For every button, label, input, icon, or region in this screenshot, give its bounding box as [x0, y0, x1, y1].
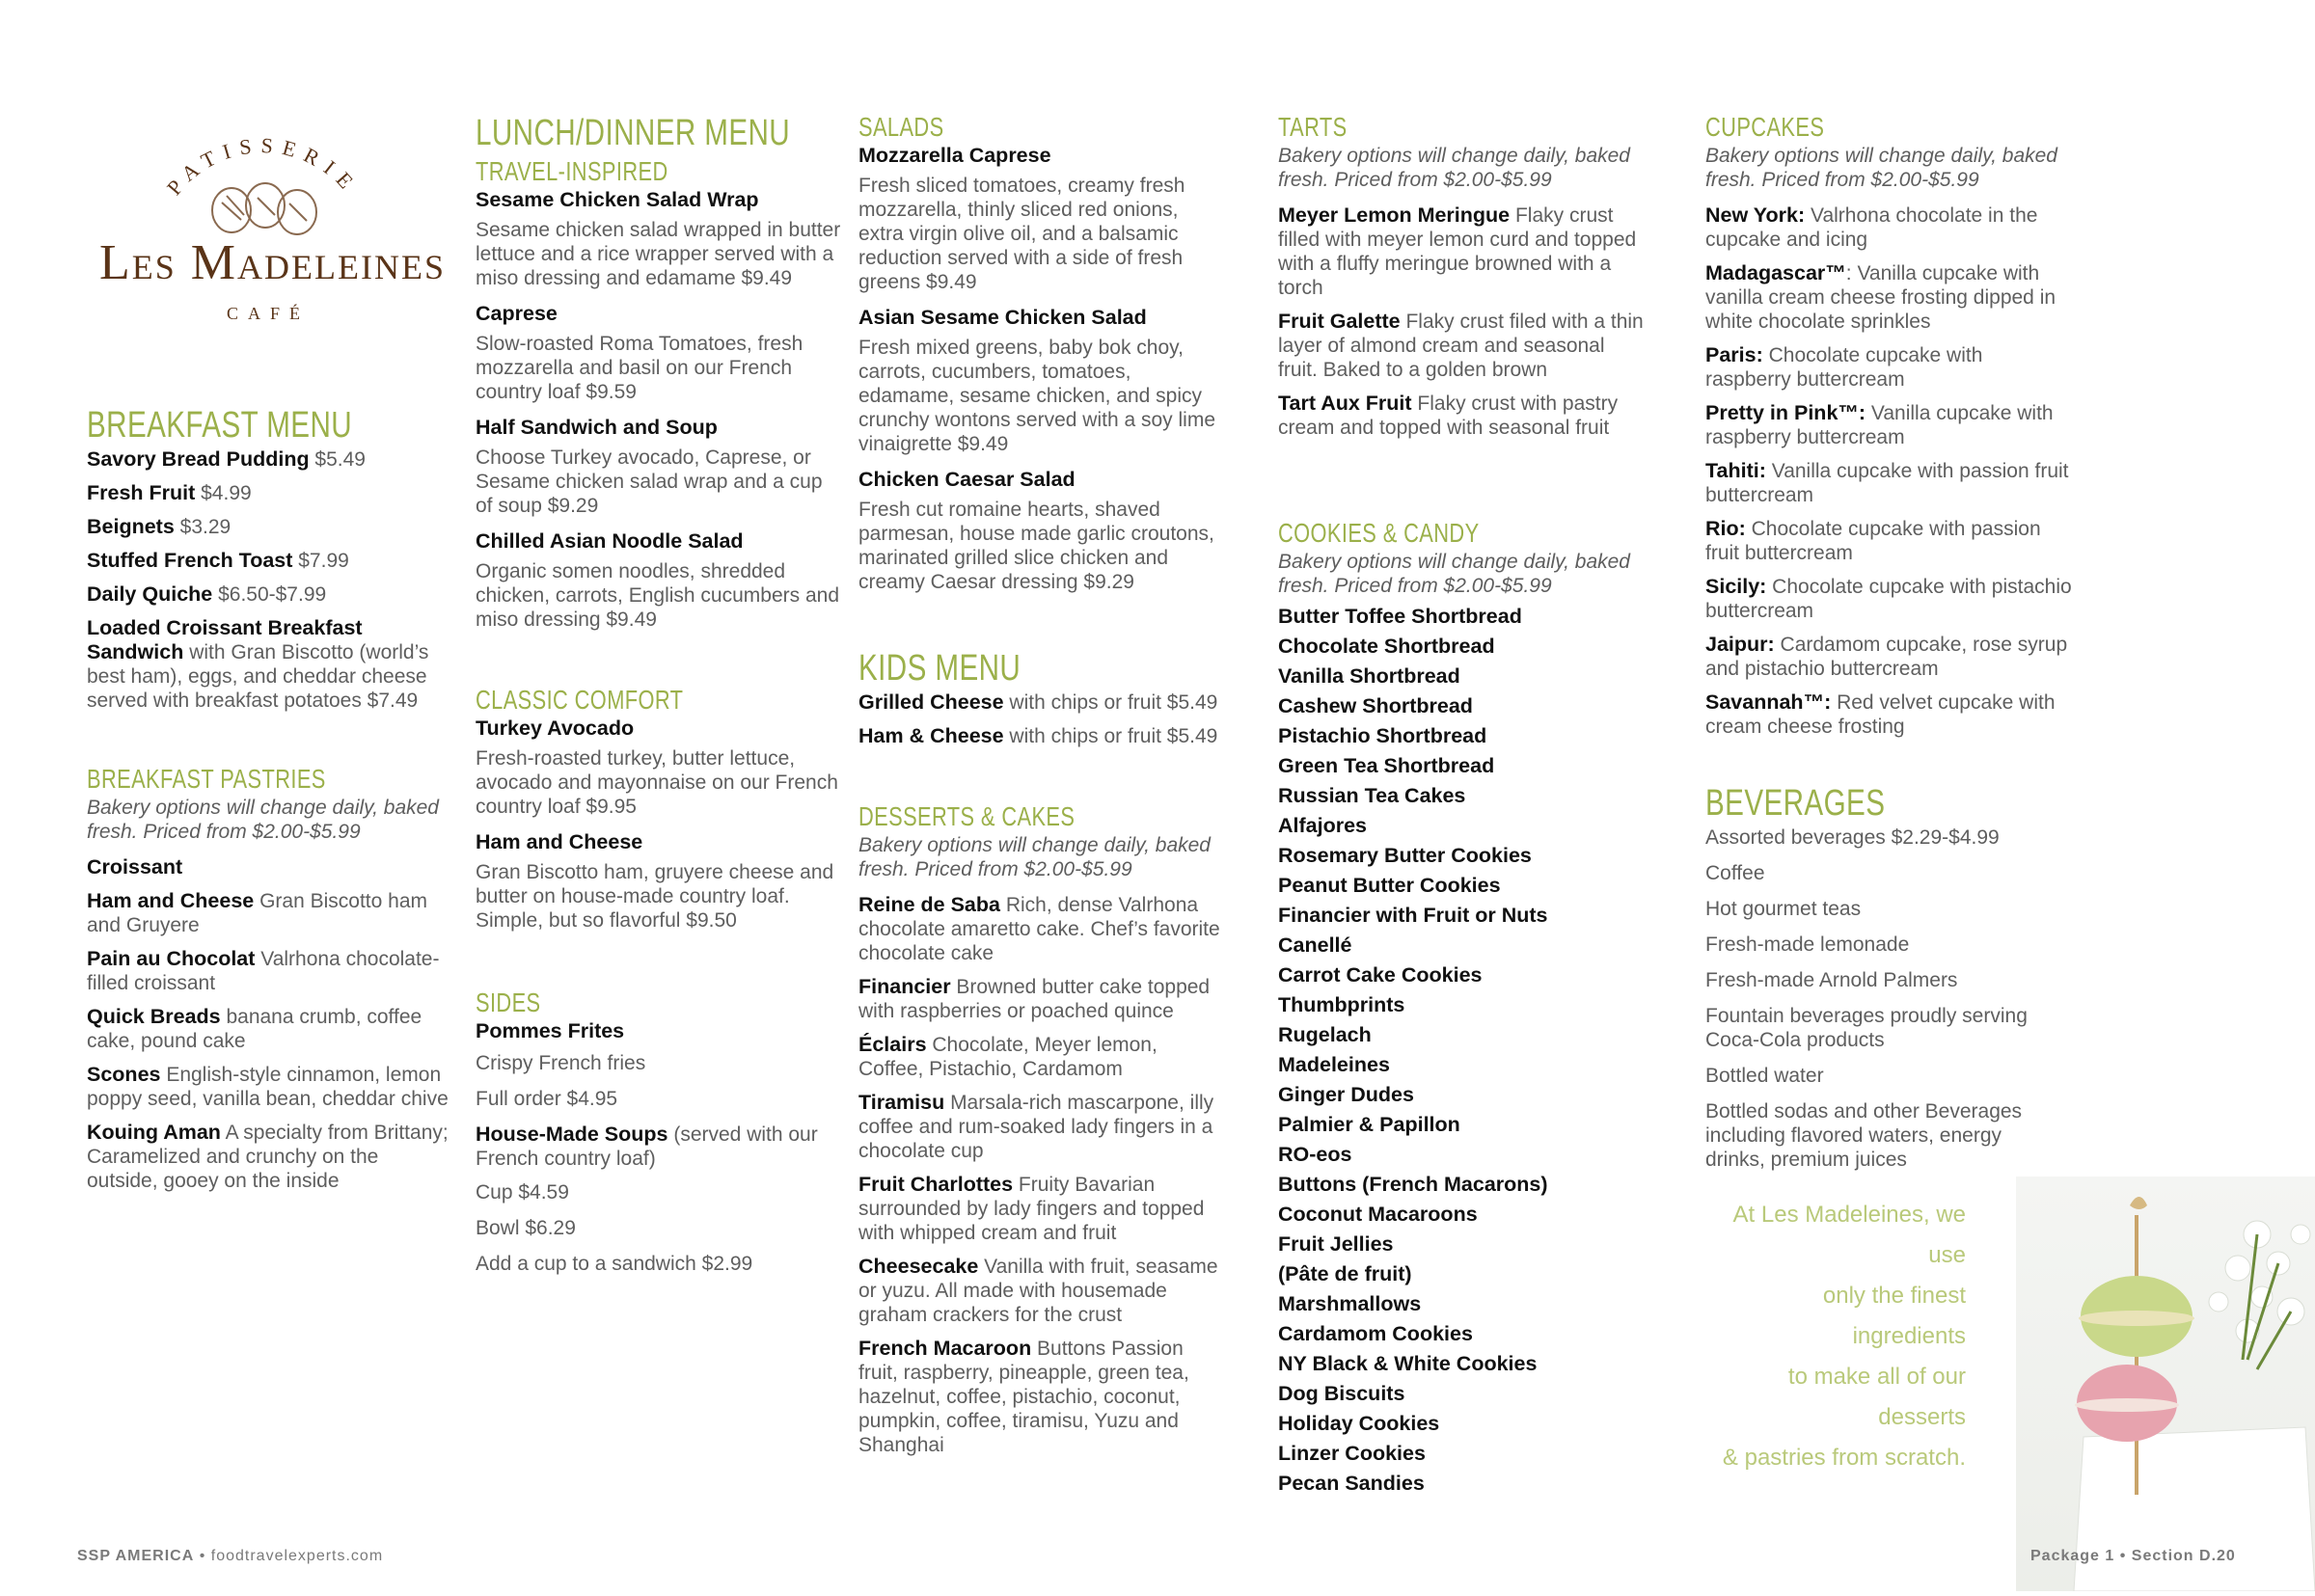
cookies-note: Bakery options will change daily, baked fresh. Priced from $2.00-$5.99	[1278, 551, 1630, 597]
item-desc: Gran Biscotto ham, gruyere cheese and butter on house-made country loaf. Simple, but so flavorful $9.50	[476, 861, 834, 932]
item-name: Cheesecake	[858, 1255, 979, 1278]
desserts-list	[858, 893, 1225, 1457]
menu-item	[87, 947, 453, 995]
soups-desc: (served with our French country loaf)	[476, 1123, 818, 1170]
cookie-item: Butter Toffee Shortbread	[1278, 605, 1522, 628]
menu-item	[87, 481, 453, 505]
item-desc: : Vanilla cupcake with vanilla cream cheese frosting dipped in white chocolate sprinkles	[1705, 262, 2056, 333]
tagline-line: to make all of our desserts	[1787, 1364, 1966, 1430]
item-desc: Vanilla with fruit, seasame or yuzu. All made with housemade graham crackers for the crust	[858, 1256, 1218, 1326]
kids-title: KIDS MENU	[858, 648, 1021, 689]
item-desc: Chocolate cupcake with passion fruit buttercream	[1705, 518, 2041, 564]
menu-item	[1705, 690, 2072, 739]
logo-sub: CAFÉ	[227, 304, 311, 323]
cookie-item: NY Black & White Cookies	[1278, 1352, 1538, 1375]
item-name: Meyer Lemon Meringue	[1278, 203, 1511, 227]
item-desc: Slow-roasted Roma Tomatoes, fresh mozzarella and basil on our French country loaf $9.59	[476, 333, 803, 403]
item-name: Tiramisu	[858, 1091, 945, 1114]
item-desc: $7.99	[292, 550, 349, 572]
cookie-item: Peanut Butter Cookies	[1278, 874, 1501, 897]
item-desc: Flaky crust filled with meyer lemon curd and topped with a fluffy meringue browned with a torch	[1278, 204, 1637, 299]
cookie-item: Palmier & Papillon	[1278, 1113, 1460, 1136]
menu-item	[1278, 310, 1645, 382]
item-desc: Rich, dense Valrhona chocolate amaretto cake. Chef’s favorite chocolate cake	[858, 894, 1220, 964]
item-name: Pain au Chocolat	[87, 947, 256, 970]
comfort-title: CLASSIC COMFORT	[476, 685, 684, 715]
cupcakes-list	[1705, 203, 2072, 739]
menu-item	[858, 1033, 1225, 1081]
cookie-item: Vanilla Shortbread	[1278, 664, 1460, 688]
item-name: Daily Quiche	[87, 582, 213, 606]
beverage-item: Fresh-made Arnold Palmers	[1705, 969, 1958, 991]
sides-frites	[476, 1019, 842, 1043]
cookie-item: Fruit Jellies	[1278, 1232, 1394, 1256]
cookie-item: Linzer Cookies	[1278, 1442, 1426, 1465]
menu-item	[858, 468, 1225, 594]
tagline-line: At Les Madeleines, we use	[1732, 1202, 1966, 1268]
item-desc: $4.99	[195, 482, 252, 504]
menu-item	[87, 616, 453, 713]
item-desc: $6.50-$7.99	[212, 583, 327, 606]
menu-item	[476, 416, 842, 518]
cookie-item: Pecan Sandies	[1278, 1472, 1425, 1495]
cookie-item: Thumbprints	[1278, 993, 1405, 1016]
macaron-photo	[2016, 1177, 2315, 1591]
beverage-item: Assorted beverages $2.29-$4.99	[1705, 826, 2000, 849]
menu-item	[87, 515, 453, 539]
cookies-list	[1278, 602, 1645, 1499]
item-name: Kouing Aman	[87, 1121, 221, 1144]
item-name: Ham and Cheese	[476, 830, 643, 853]
menu-item	[858, 1091, 1225, 1163]
cookie-item: Green Tea Shortbread	[1278, 754, 1495, 777]
item-name: Paris:	[1705, 343, 1763, 366]
item-name: Tart Aux Fruit	[1278, 392, 1412, 415]
cookie-item: Rugelach	[1278, 1023, 1372, 1046]
cupcakes-note: Bakery options will change daily, baked fresh. Priced from $2.00-$5.99	[1705, 145, 2057, 191]
menu-item	[858, 1173, 1225, 1245]
tarts-list	[1278, 203, 1645, 440]
item-desc: Choose Turkey avocado, Caprese, or Sesame chicken salad wrap and a cup of soup $9.29	[476, 446, 823, 517]
cookie-item: Madeleines	[1278, 1053, 1390, 1076]
menu-item	[1705, 343, 2072, 392]
item-name: Half Sandwich and Soup	[476, 416, 718, 439]
comfort-list	[476, 717, 842, 933]
item-desc: with Gran Biscotto (world’s best ham), eggs, and cheddar cheese served with breakfast potatoes $7.49	[87, 641, 429, 712]
item-desc: Browned butter cake topped with raspberries or poached quince	[858, 976, 1211, 1022]
item-desc: Vanilla cupcake with raspberry buttercream	[1705, 402, 2054, 448]
item-name: Fruit Galette	[1278, 310, 1401, 333]
item-name: Savory Bread Pudding	[87, 447, 310, 471]
beverage-item: Coffee	[1705, 862, 1765, 884]
menu-item	[858, 690, 1225, 715]
item-name: Madagascar™	[1705, 261, 1846, 284]
item-name: Chilled Asian Noodle Salad	[476, 529, 744, 553]
soup-line: Cup $4.59	[476, 1181, 569, 1204]
item-name: Chicken Caesar Salad	[858, 468, 1076, 491]
item-name: New York:	[1705, 203, 1806, 227]
logo	[92, 121, 446, 342]
item-name: Jaipur:	[1705, 633, 1775, 656]
breakfast-title: BREAKFAST MENU	[87, 405, 353, 446]
tagline-line: & pastries from scratch.	[1722, 1445, 1966, 1471]
pastries-note: Bakery options will change daily, baked fresh. Priced from $2.00-$5.99	[87, 797, 439, 843]
beverage-item: Bottled water	[1705, 1065, 1824, 1087]
item-desc: Buttons Passion fruit, raspberry, pineapple, green tea, hazelnut, coffee, pistachio, coconut, pumpkin, coffee, tiramisu, Yuzu and Shanghai	[858, 1338, 1189, 1456]
cookie-item: Russian Tea Cakes	[1278, 784, 1466, 807]
menu-item	[858, 724, 1225, 748]
item-desc: Marsala-rich mascarpone, illy coffee and rum-soaked lady fingers in a chocolate cup	[858, 1092, 1214, 1162]
tarts-title: TARTS	[1278, 112, 1348, 142]
menu-item	[1705, 517, 2072, 565]
item-name: Ham and Cheese	[87, 889, 255, 912]
menu-item	[87, 889, 453, 937]
cupcakes-title: CUPCAKES	[1705, 112, 1825, 142]
tarts-note: Bakery options will change daily, baked fresh. Priced from $2.00-$5.99	[1278, 145, 1630, 191]
menu-item	[1705, 203, 2072, 252]
soup-line: Bowl $6.29	[476, 1217, 576, 1239]
item-name: Sesame Chicken Salad Wrap	[476, 188, 759, 211]
cookie-item: Rosemary Butter Cookies	[1278, 844, 1532, 867]
item-name: Savannah™:	[1705, 690, 1832, 714]
logo-arc-text: PATISSERIE	[161, 132, 365, 200]
cookie-item: Carrot Cake Cookies	[1278, 963, 1483, 987]
beverage-item: Bottled sodas and other Beverages including flavored waters, energy drinks, premium juices	[1705, 1100, 2023, 1171]
item-name: Mozzarella Caprese	[858, 144, 1051, 167]
menu-item	[476, 717, 842, 819]
item-desc: with chips or fruit $5.49	[1003, 725, 1218, 747]
cookie-item: Ginger Dudes	[1278, 1083, 1414, 1106]
desserts-title: DESSERTS & CAKES	[858, 801, 1076, 831]
item-desc: with chips or fruit $5.49	[1003, 691, 1218, 714]
menu-item	[476, 529, 842, 632]
tagline	[1705, 1195, 1966, 1478]
item-desc: Fresh cut romaine hearts, shaved parmesan, house made garlic croutons, marinated grilled slice chicken and creamy Caesar dressing $9.29	[858, 499, 1214, 593]
menu-item	[87, 447, 453, 472]
beverage-item: Hot gourmet teas	[1705, 898, 1862, 920]
cookie-item: Marshmallows	[1278, 1292, 1422, 1315]
menu-item	[858, 975, 1225, 1023]
footer-right: Package 1 • Section D.20	[2030, 1548, 2236, 1564]
item-desc: Gran Biscotto ham and Gruyere	[87, 890, 428, 936]
cookie-item: Holiday Cookies	[1278, 1412, 1440, 1435]
item-desc: English-style cinnamon, lemon poppy seed, vanilla bean, cheddar chive	[87, 1064, 449, 1110]
travel-list	[476, 188, 842, 632]
cookie-item: Coconut Macaroons	[1278, 1203, 1478, 1226]
item-name: Quick Breads	[87, 1005, 221, 1028]
madeleine-shells-icon	[212, 183, 316, 234]
item-name: Loaded Croissant Breakfast Sandwich	[87, 616, 363, 663]
travel-title: TRAVEL-INSPIRED	[476, 156, 668, 186]
item-desc: Fresh-roasted turkey, butter lettuce, avocado and mayonnaise on our French country loaf $9.95	[476, 747, 838, 818]
menu-item	[858, 1255, 1225, 1327]
item-name: Pretty in Pink™:	[1705, 401, 1866, 424]
item-name: Ham & Cheese	[858, 724, 1004, 747]
tagline-line: only the finest ingredients	[1822, 1283, 1966, 1349]
item-desc: A specialty from Brittany; Caramelized and crunchy on the outside, gooey on the inside	[87, 1122, 449, 1192]
menu-item	[476, 302, 842, 404]
svg-text:PATISSERIE	[162, 133, 364, 200]
cookie-item: Canellé	[1278, 933, 1352, 957]
lunch-title: LUNCH/DINNER MENU	[476, 113, 791, 153]
cookie-item: (Pâte de fruit)	[1278, 1262, 1412, 1285]
frites-line: Full order $4.95	[476, 1088, 618, 1110]
item-desc: Cardamom cupcake, rose syrup and pistachio buttercream	[1705, 634, 2068, 680]
column-lunch	[476, 111, 842, 1287]
cookies-title: COOKIES & CANDY	[1278, 518, 1480, 548]
item-name: French Macaroon	[858, 1337, 1032, 1360]
column-breakfast	[87, 403, 453, 1203]
soups-name: House-Made Soups	[476, 1123, 668, 1146]
cookie-item: Chocolate Shortbread	[1278, 635, 1495, 658]
item-name: Croissant	[87, 855, 183, 879]
item-name: Scones	[87, 1063, 161, 1086]
footer-site: foodtravelexperts.com	[210, 1548, 384, 1564]
item-desc: Chocolate, Meyer lemon, Coffee, Pistachio, Cardamom	[858, 1034, 1158, 1080]
item-name: Grilled Cheese	[858, 690, 1004, 714]
menu-item	[87, 1063, 453, 1111]
item-desc: Chocolate cupcake with raspberry buttercream	[1705, 344, 1983, 391]
menu-item	[87, 1005, 453, 1053]
item-desc: Sesame chicken salad wrapped in butter lettuce and a rice wrapper served with a miso dressing and edamame $9.49	[476, 219, 841, 289]
item-name: Asian Sesame Chicken Salad	[858, 306, 1147, 329]
item-name: Fresh Fruit	[87, 481, 196, 504]
item-desc: Flaky crust filed with a thin layer of almond cream and seasonal fruit. Baked to a golden brown	[1278, 311, 1644, 381]
pastries-list	[87, 855, 453, 1193]
menu-item	[858, 893, 1225, 965]
menu-item	[1705, 575, 2072, 623]
cookie-item: Cashew Shortbread	[1278, 694, 1473, 717]
item-desc: Chocolate cupcake with pistachio buttercream	[1705, 576, 2072, 622]
item-name: Reine de Saba	[858, 893, 1000, 916]
sides-soups	[476, 1123, 842, 1171]
item-desc: Fresh sliced tomatoes, creamy fresh mozzarella, thinly sliced red onions, extra virgin olive oil, and a balsamic reduction served with a side of fresh greens $9.49	[858, 175, 1185, 293]
item-desc: Fruity Bavarian surrounded by lady fingers and topped with whipped cream and fruit	[858, 1174, 1205, 1244]
menu-item	[476, 830, 842, 933]
cookie-item: Cardamom Cookies	[1278, 1322, 1473, 1345]
item-desc: Valrhona chocolate-filled croissant	[87, 948, 440, 994]
kids-list	[858, 690, 1225, 748]
footer-left: SSP AMERICA • foodtravelexperts.com	[77, 1548, 384, 1564]
beverage-item: Fountain beverages proudly serving Coca-Cola products	[1705, 1005, 2028, 1051]
logo-name: Les Madeleines	[99, 235, 446, 290]
frites-name: Pommes Frites	[476, 1019, 625, 1042]
desserts-note: Bakery options will change daily, baked fresh. Priced from $2.00-$5.99	[858, 834, 1211, 880]
cookie-item: Dog Biscuits	[1278, 1382, 1405, 1405]
item-desc: Fresh mixed greens, baby bok choy, carrots, cucumbers, tomatoes, edamame, sesame chicken, and spicy crunchy wontons served with a soy lime vinaigrette $9.49	[858, 337, 1215, 455]
menu-item	[87, 1121, 453, 1193]
menu-item	[1278, 203, 1645, 300]
item-name: Turkey Avocado	[476, 717, 635, 740]
item-name: Beignets	[87, 515, 175, 538]
beverage-item: Fresh-made lemonade	[1705, 933, 1910, 956]
menu-item	[87, 549, 453, 573]
item-desc: Organic somen noodles, shredded chicken, carrots, English cucumbers and miso dressing $9.49	[476, 560, 840, 631]
item-name: Stuffed French Toast	[87, 549, 293, 572]
item-name: Fruit Charlottes	[858, 1173, 1014, 1196]
salads-title: SALADS	[858, 112, 944, 142]
menu-item	[858, 144, 1225, 294]
soup-line: Add a cup to a sandwich $2.99	[476, 1253, 753, 1275]
item-desc: Valrhona chocolate in the cupcake and icing	[1705, 204, 2038, 251]
column-salads	[858, 111, 1225, 1467]
menu-item	[87, 855, 453, 879]
item-desc: Vanilla cupcake with passion fruit buttercream	[1705, 460, 2069, 506]
item-desc: $3.29	[174, 516, 232, 538]
cookie-item: Buttons (French Macarons)	[1278, 1173, 1548, 1196]
cookie-item: Pistachio Shortbread	[1278, 724, 1487, 747]
item-desc: Flaky crust with pastry cream and topped with seasonal fruit	[1278, 392, 1619, 439]
menu-item	[1705, 459, 2072, 507]
item-name: Tahiti:	[1705, 459, 1766, 482]
column-tarts	[1278, 111, 1645, 1499]
beverages-title: BEVERAGES	[1705, 783, 1886, 824]
menu-item	[1705, 401, 2072, 449]
menu-item	[858, 1337, 1225, 1457]
cookie-item: Alfajores	[1278, 814, 1368, 837]
menu-item	[858, 306, 1225, 456]
item-desc: banana crumb, coffee cake, pound cake	[87, 1006, 422, 1052]
item-name: Rio:	[1705, 517, 1746, 540]
cookie-item: Financier with Fruit or Nuts	[1278, 904, 1548, 927]
footer-brand: SSP AMERICA	[77, 1548, 195, 1564]
item-name: Financier	[858, 975, 951, 998]
frites-line: Crispy French fries	[476, 1052, 646, 1074]
menu-item	[87, 582, 453, 607]
item-name: Éclairs	[858, 1033, 927, 1056]
item-desc: Red velvet cupcake with cream cheese frosting	[1705, 691, 2056, 738]
menu-item	[1705, 633, 2072, 681]
breakfast-list	[87, 447, 453, 713]
salads-list	[858, 144, 1225, 594]
cookie-item: RO-eos	[1278, 1143, 1352, 1166]
menu-item	[1705, 261, 2072, 334]
item-name: Caprese	[476, 302, 558, 325]
beverages-list	[1705, 825, 2033, 1172]
sides-title: SIDES	[476, 987, 541, 1017]
item-desc: $5.49	[309, 448, 366, 471]
menu-item	[1278, 392, 1645, 440]
menu-item	[476, 188, 842, 290]
item-name: Sicily:	[1705, 575, 1767, 598]
pastries-title: BREAKFAST PASTRIES	[87, 764, 326, 794]
macaron-illustration	[2016, 1177, 2315, 1591]
